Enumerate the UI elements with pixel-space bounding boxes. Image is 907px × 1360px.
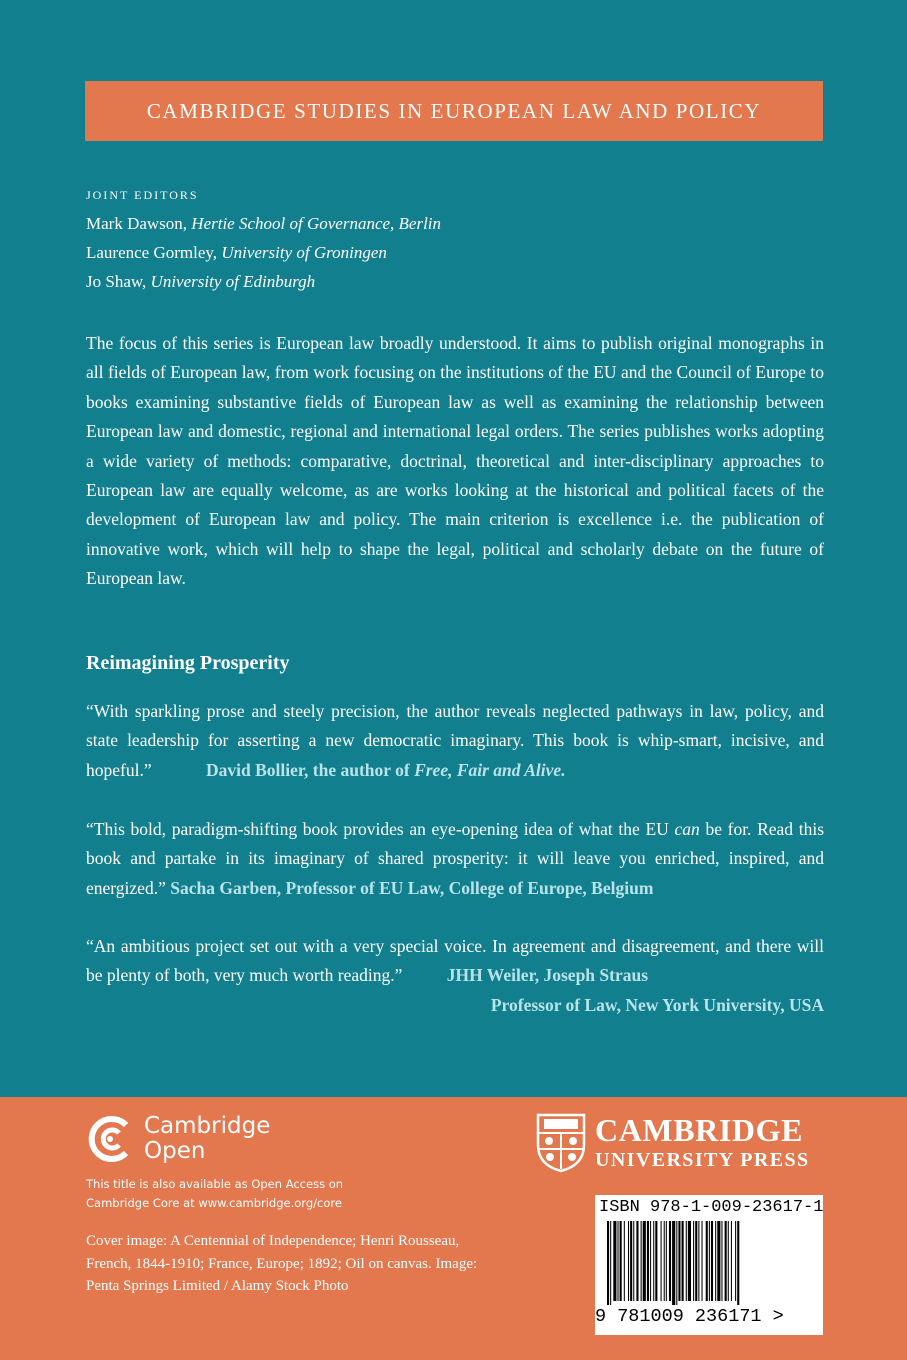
editors-heading: JOINT EDITORS bbox=[86, 188, 199, 202]
barcode-bar bbox=[698, 1221, 699, 1301]
book-title: Reimagining Prosperity bbox=[86, 652, 290, 674]
cover-image-credit: Cover image: A Centennial of Independence; Henri Rousseau, French, 1844-1910; France, Europe; 1892; Oil on canvas. Image: Penta Springs Limited / Alamy Stock Photo bbox=[86, 1233, 478, 1294]
barcode-bar bbox=[725, 1221, 727, 1301]
blurb-attribution bbox=[206, 760, 566, 780]
barcode-bar bbox=[666, 1221, 667, 1301]
barcode-bar bbox=[695, 1221, 697, 1301]
oa-note-line2: Cambridge Core at www.cambridge.org/core bbox=[86, 1196, 342, 1210]
blurb-quote-emphasis: can bbox=[674, 819, 700, 839]
editor-row bbox=[86, 267, 826, 296]
barcode-bar bbox=[715, 1221, 716, 1301]
series-banner bbox=[85, 81, 823, 141]
barcode-bar bbox=[641, 1221, 642, 1301]
barcode-bar bbox=[647, 1221, 649, 1301]
blurb-attribution: Sacha Garben, Professor of EU Law, College of Europe, Belgium bbox=[170, 877, 654, 898]
wordmark-line2: Open bbox=[144, 1138, 206, 1164]
barcode-bar bbox=[688, 1221, 691, 1301]
editor-name: Mark Dawson, bbox=[86, 214, 188, 233]
cambridge-open-icon bbox=[86, 1115, 134, 1163]
barcode-bar bbox=[655, 1221, 657, 1301]
blurb-bollier bbox=[86, 697, 824, 785]
barcode-bar bbox=[693, 1221, 694, 1301]
blurb-attribution-line1: JHH Weiler, Joseph Straus bbox=[446, 965, 649, 986]
barcode-bar bbox=[702, 1221, 703, 1301]
barcode-bar bbox=[643, 1221, 646, 1301]
barcode-bar bbox=[731, 1221, 732, 1301]
barcode-bar bbox=[650, 1221, 651, 1301]
blurb-quote-start: “This bold, paradigm-shifting book provides an eye-opening idea of what the EU bbox=[86, 819, 669, 839]
barcode-bar bbox=[676, 1221, 677, 1305]
blurb-quote: “With sparkling prose and steely precision, the author reveals neglected pathways in law, policy, and state leadership for asserting a new democratic imaginary. This book is whip-smart, incisive, and hopeful.” bbox=[86, 701, 824, 780]
barcode-bar bbox=[661, 1221, 662, 1301]
barcode-bar bbox=[613, 1221, 616, 1301]
joint-editors bbox=[86, 188, 826, 296]
university-shield-icon bbox=[536, 1113, 586, 1173]
barcode-bar bbox=[721, 1221, 722, 1301]
barcode-bars bbox=[605, 1221, 801, 1305]
blurb-weiler bbox=[86, 932, 824, 1020]
barcode-bar bbox=[711, 1221, 713, 1301]
barcode-bar bbox=[686, 1221, 687, 1301]
barcode-bar bbox=[630, 1221, 632, 1301]
barcode-bar bbox=[737, 1221, 739, 1305]
barcode-bar bbox=[682, 1221, 684, 1301]
publisher-wordmark bbox=[595, 1113, 810, 1173]
editor-row bbox=[86, 209, 826, 238]
barcode-bar bbox=[706, 1221, 708, 1301]
editor-affiliation: Hertie School of Governance, Berlin bbox=[191, 214, 442, 233]
barcode-bar bbox=[624, 1221, 625, 1301]
blurb-attribution-line2: Professor of Law, New York University, USA bbox=[490, 994, 824, 1015]
blurb-garben bbox=[86, 815, 824, 903]
barcode-bar bbox=[636, 1221, 638, 1301]
editor-row bbox=[86, 238, 826, 267]
cambridge-university-press-logo bbox=[536, 1113, 810, 1173]
cambridge-open-logo bbox=[86, 1114, 270, 1164]
barcode-bar bbox=[610, 1221, 611, 1305]
isbn-barcode bbox=[595, 1195, 823, 1335]
editor-name: Jo Shaw, bbox=[86, 272, 147, 291]
attribution-book-title: Free, Fair and Alive. bbox=[414, 759, 566, 780]
attribution-text: David Bollier, the author of bbox=[205, 759, 410, 780]
editor-affiliation: University of Edinburgh bbox=[150, 272, 316, 291]
barcode-bar bbox=[669, 1221, 671, 1301]
barcode-bar bbox=[607, 1221, 609, 1305]
isbn-label: ISBN 978-1-009-23617-1 bbox=[599, 1198, 824, 1217]
barcode-bar bbox=[717, 1221, 720, 1301]
barcode-bar bbox=[709, 1221, 710, 1301]
publisher-line1: CAMBRIDGE bbox=[595, 1112, 804, 1148]
barcode-bar bbox=[618, 1221, 619, 1301]
barcode-bar bbox=[653, 1221, 654, 1301]
barcode-bar bbox=[664, 1221, 665, 1301]
wordmark-line1: Cambridge bbox=[144, 1113, 271, 1139]
barcode-bar bbox=[628, 1221, 629, 1301]
editor-affiliation: University of Groningen bbox=[221, 243, 387, 262]
series-title: CAMBRIDGE STUDIES IN EUROPEAN LAW AND POLICY bbox=[146, 98, 762, 123]
barcode-bar bbox=[672, 1221, 675, 1305]
barcode-bar bbox=[620, 1221, 622, 1301]
blurb-quote: “An ambitious project set out with a very special voice. In agreement and disagreement, and there will be plenty of both, very much worth reading.” bbox=[86, 936, 824, 986]
editor-name: Laurence Gormley, bbox=[86, 243, 218, 262]
barcode-bar bbox=[728, 1221, 729, 1301]
series-description: The focus of this series is European law broadly understood. It aims to publish original monographs in all fields of European law, from work focusing on the institutions of the EU and the Council of Europe to books examining substantive fields of European law as well as examining the relationship between European law and domestic, regional and international legal orders. The series publishes works adopting a wide variety of methods: comparative, doctrinal, theoretical and inter-disciplinary approaches to European law are equally welcome, as are works looking at the historical and political facets of the development of European law and policy. The main criterion is excellence i.e. the publication of innovative work, which will help to shape the legal, political and scholarly debate on the future of European law. bbox=[86, 333, 824, 589]
barcode-bar bbox=[735, 1221, 736, 1301]
publisher-line2: UNIVERSITY PRESS bbox=[595, 1149, 810, 1171]
oa-note-line1: This title is also available as Open Access on bbox=[86, 1177, 344, 1191]
open-access-note bbox=[86, 1175, 446, 1213]
cambridge-open-wordmark bbox=[144, 1114, 270, 1164]
barcode-bar bbox=[678, 1221, 680, 1301]
barcode-bar bbox=[633, 1221, 634, 1301]
blurb-quote-end: be for. Read this book and partake in its imaginary of shared prosperity: it will leave you enriched, inspired, and energized.” bbox=[86, 819, 825, 898]
barcode-number: 9 781009 236171 > bbox=[595, 1306, 784, 1327]
